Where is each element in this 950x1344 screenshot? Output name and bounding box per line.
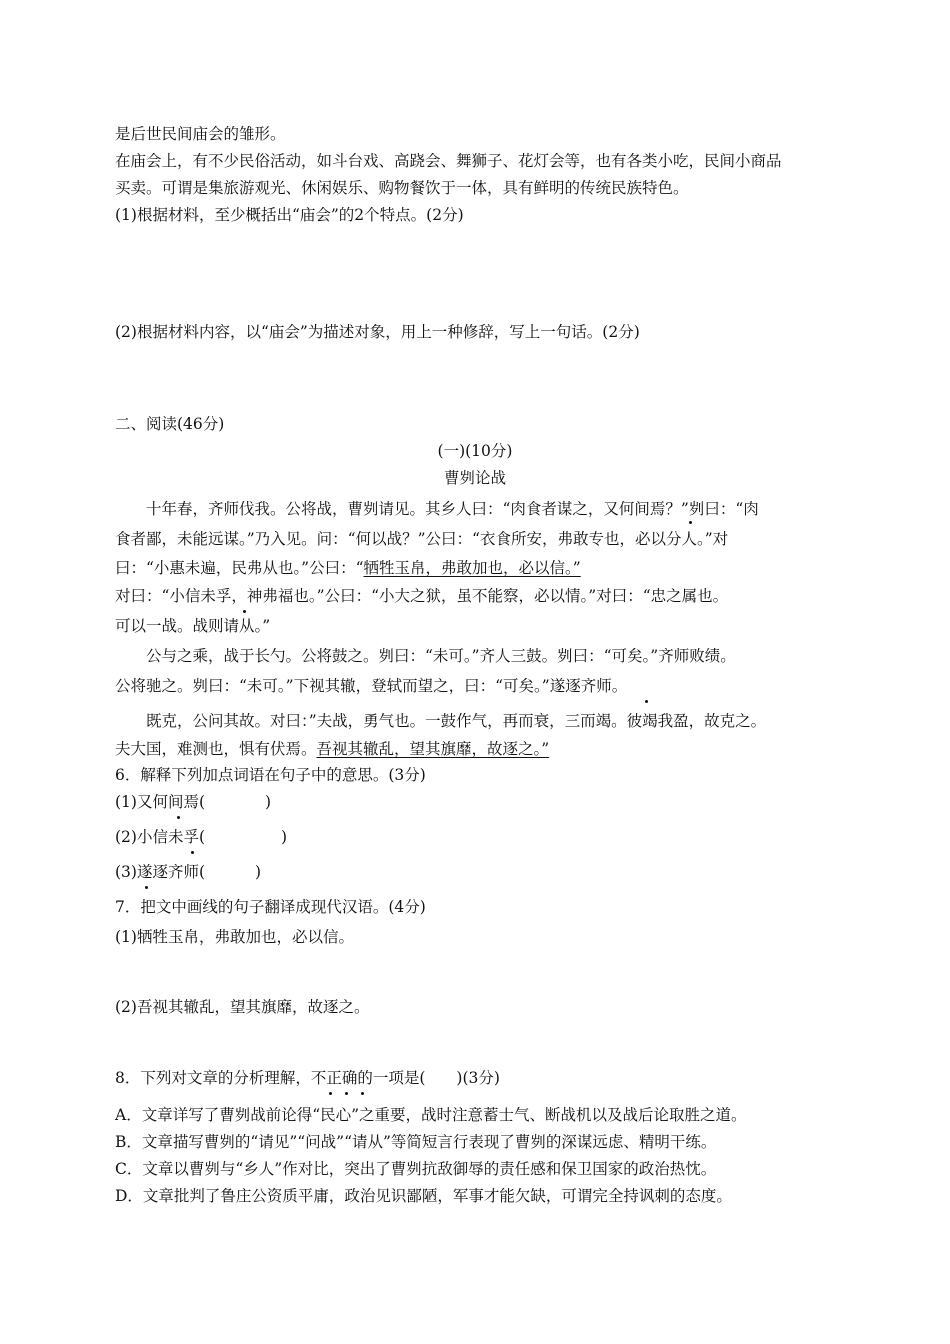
- p3-line-2-plain: 夫大国，难测也，惧有伏焉。: [115, 740, 317, 758]
- question-7: 7．把文中画线的句子翻译成现代汉语。(4分): [115, 898, 426, 916]
- passage-p3-line-1: 既克，公问其故。对曰：”夫战，勇气也。一鼓作气，再而衰，三而竭。彼竭我盈，故克之。: [146, 712, 767, 730]
- passage-p3-line-2: [115, 738, 549, 760]
- emphasis-dot: [192, 848, 193, 849]
- question-7-item-1: (1)牺牲玉帛，弗敢加也，必以信。: [115, 928, 354, 946]
- emphasis-dot: [362, 1089, 363, 1090]
- option-a[interactable]: A．文章详写了曹刿战前论得“民心”之重要，战时注意蓄士气、断战机以及战后论取胜之道。: [115, 1106, 747, 1124]
- q6-item-1-text: (1)又何间焉(: [115, 793, 206, 811]
- emphasis-dot: [330, 1089, 331, 1090]
- passage-p2-line-2: 公将驰之。刿曰：“未可。”下视其辙，登轼而望之，曰：“可矣。”遂逐齐师。: [115, 677, 628, 695]
- passage-title: 曹刿论战: [443, 469, 506, 487]
- emphasis-dot: [346, 1089, 347, 1090]
- material-line-1: 是后世民间庙会的雏形。: [115, 125, 286, 143]
- question-8: 8．下列对文章的分析理解，不正确的一项是( )(3分): [115, 1069, 500, 1087]
- question-6-item-3: [115, 861, 261, 883]
- underlined-sentence-1: 牺牲玉帛，弗敢加也，必以信。”: [363, 559, 581, 577]
- p1-line-3-plain: 曰：“小惠未遍，民弗从也。”公曰：“: [115, 559, 364, 577]
- passage-p1-line-2: 食者鄙，未能远谋。”乃入见。问：“何以战？”公曰：“衣食所安，弗敢专也，必以分人。”对: [115, 530, 729, 548]
- section-heading: 二、阅读(46分): [115, 415, 225, 433]
- passage-p1-line-4: 对曰：“小信未孚，神弗福也。”公曰：“小大之狱，虽不能察，必以情。”对曰：“忠之属也。: [115, 587, 729, 605]
- question-7-item-2: (2)吾视其辙乱，望其旗靡，故逐之。: [115, 998, 370, 1016]
- option-d[interactable]: D．文章批判了鲁庄公资质平庸，政治见识鄙陋，军事才能欠缺，可谓完全持讽刺的态度。: [115, 1187, 732, 1205]
- emphasis-dot: [690, 518, 691, 519]
- p1-line-1-text: 十年春，齐师伐我。公将战，曹刿请见。其乡人曰：“肉食者谋之，又何间焉？”刿曰：“肉: [146, 500, 759, 518]
- question-6-item-2: [115, 826, 287, 848]
- emphasis-dot: [244, 607, 245, 608]
- close-paren: ): [281, 828, 288, 846]
- option-b[interactable]: B．文章描写曹刿的“请见”“问战”“请从”等简短言行表现了曹刿的深谋远虑、精明干练。: [115, 1133, 717, 1151]
- emphasis-dot: [646, 697, 647, 698]
- part-label: (一)(10分): [437, 442, 513, 460]
- material-question-1: (1)根据材料，至少概括出“庙会”的2个特点。(2分): [115, 206, 464, 224]
- q6-item-2-text: (2)小信未孚(: [115, 828, 206, 846]
- q6-item-3-text: (3)遂逐齐师(: [115, 863, 206, 881]
- passage-p1-line-1: [146, 498, 759, 520]
- material-question-2: (2)根据材料内容，以“庙会”为描述对象，用上一种修辞，写上一句话。(2分): [115, 323, 640, 341]
- question-6: 6．解释下列加点词语在句子中的意思。(3分): [115, 766, 426, 784]
- passage-p1-line-5: 可以一战。战则请从。”: [115, 617, 271, 635]
- emphasis-dot: [146, 883, 147, 884]
- underlined-sentence-2: 吾视其辙乱，望其旗靡，故逐之。”: [316, 740, 550, 758]
- question-6-item-1: [115, 791, 271, 813]
- option-c[interactable]: C．文章以曹刿与“乡人”作对比，突出了曹刿抗敌御辱的责任感和保卫国家的政治热忱。: [115, 1160, 717, 1178]
- material-line-2: 在庙会上，有不少民俗活动，如斗台戏、高跷会、舞狮子、花灯会等，也有各类小吃，民间小商品: [115, 152, 782, 170]
- material-line-3: 买卖。可谓是集旅游观光、休闲娱乐、购物餐饮于一体，具有鲜明的传统民族特色。: [115, 179, 689, 197]
- passage-p1-line-3: [115, 557, 581, 579]
- close-paren: ): [255, 863, 262, 881]
- passage-p2-line-1: 公与之乘，战于长勺。公将鼓之。刿曰：“未可。”齐人三鼓。刿曰：“可矣。”齐师败绩。: [146, 647, 736, 665]
- emphasis-dot: [178, 813, 179, 814]
- close-paren: ): [265, 793, 272, 811]
